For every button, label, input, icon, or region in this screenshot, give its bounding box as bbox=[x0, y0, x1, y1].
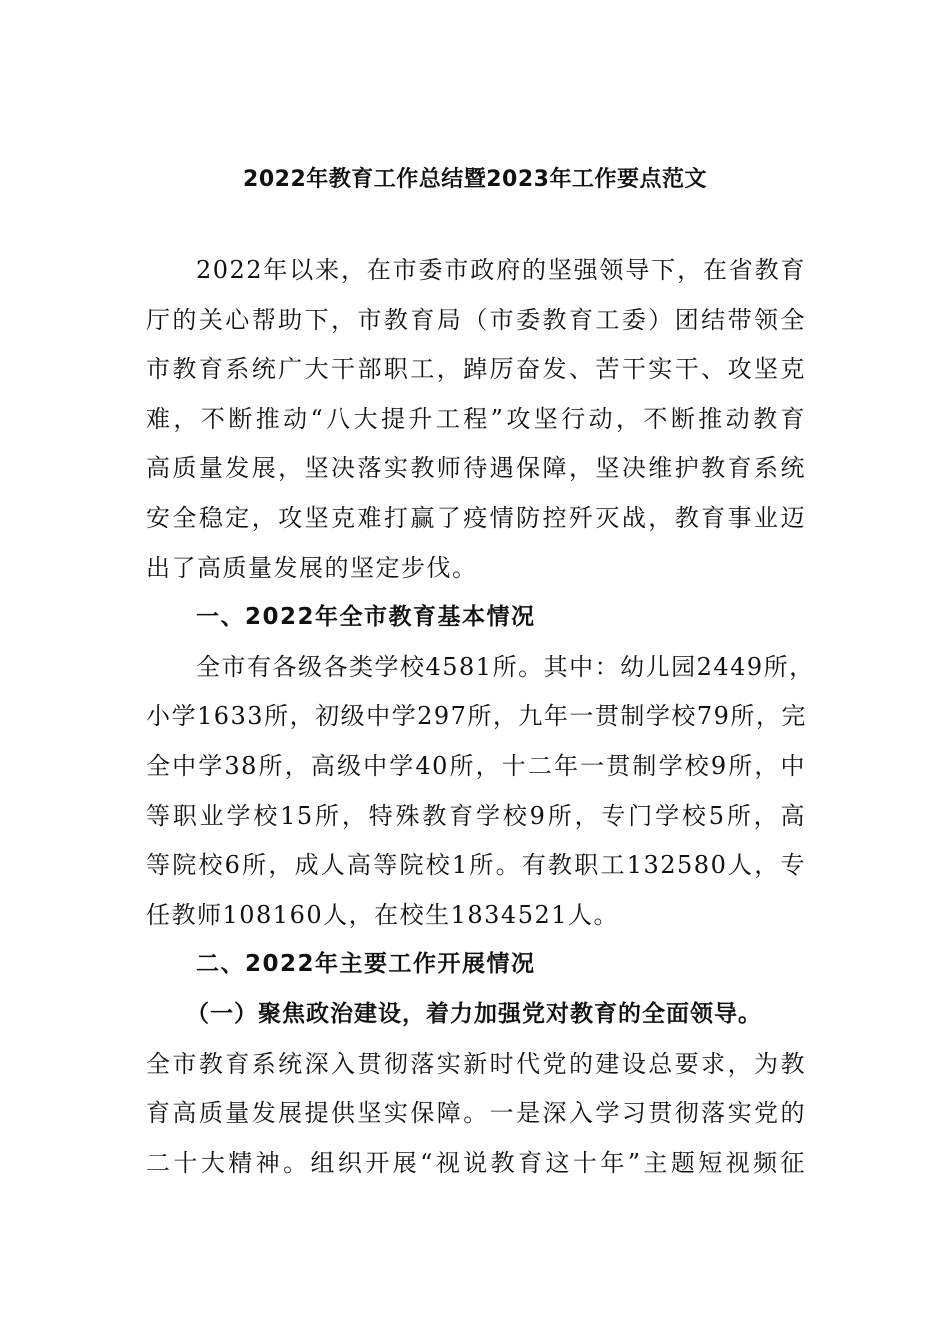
intro-paragraph-line: 高质量发展，坚决落实教师待遇保障，坚决维护教育系统 bbox=[146, 454, 806, 483]
intro-paragraph-line: 安全稳定，攻坚克难打赢了疫情防控歼灭战，教育事业迈 bbox=[146, 503, 806, 532]
section1-paragraph-line: 等职业学校15所，特殊教育学校9所，专门学校5所，高 bbox=[146, 801, 806, 830]
section1-paragraph-line: 等院校6所，成人高等院校1所。有教职工132580人，专 bbox=[146, 851, 806, 880]
section1-paragraph-line: 全中学38所，高级中学40所，十二年一贯制学校9所，中 bbox=[146, 751, 806, 780]
intro-paragraph-line: 出了高质量发展的坚定步伐。 bbox=[146, 553, 478, 582]
section-heading: 二、2022年主要工作开展情况 bbox=[196, 951, 536, 978]
section1-paragraph-line: 全市有各级各类学校4581所。其中：幼儿园2449所， bbox=[196, 652, 815, 681]
section-heading: 一、2022年全市教育基本情况 bbox=[196, 604, 536, 631]
intro-paragraph-line: 市教育系统广大干部职工，踔厉奋发、苦干实干、攻坚克 bbox=[146, 355, 806, 384]
subsection1-paragraph-line: 二十大精神。组织开展“视说教育这十年”主题短视频征 bbox=[146, 1148, 806, 1177]
subsection1-paragraph-line: 育高质量发展提供坚实保障。一是深入学习贯彻落实党的 bbox=[146, 1099, 806, 1128]
intro-paragraph-line: 厅的关心帮助下，市教育局（市委教育工委）团结带领全 bbox=[146, 305, 806, 334]
section1-paragraph-line: 小学1633所，初级中学297所，九年一贯制学校79所，完 bbox=[146, 702, 807, 731]
intro-paragraph-line: 2022年以来，在市委市政府的坚强领导下，在省教育 bbox=[196, 256, 806, 284]
document-body bbox=[146, 246, 815, 1188]
subsection-heading: （一）聚焦政治建设，着力加强党对教育的全面领导。 bbox=[186, 1000, 762, 1027]
intro-paragraph-line: 难，不断推动“八大提升工程”攻坚行动，不断推动教育 bbox=[146, 404, 806, 433]
document-title: 2022年教育工作总结暨2023年工作要点范文 bbox=[243, 167, 707, 192]
subsection1-paragraph-line: 全市教育系统深入贯彻落实新时代党的建设总要求，为教 bbox=[146, 1049, 806, 1078]
section1-paragraph-line: 任教师108160人，在校生1834521人。 bbox=[146, 900, 620, 929]
